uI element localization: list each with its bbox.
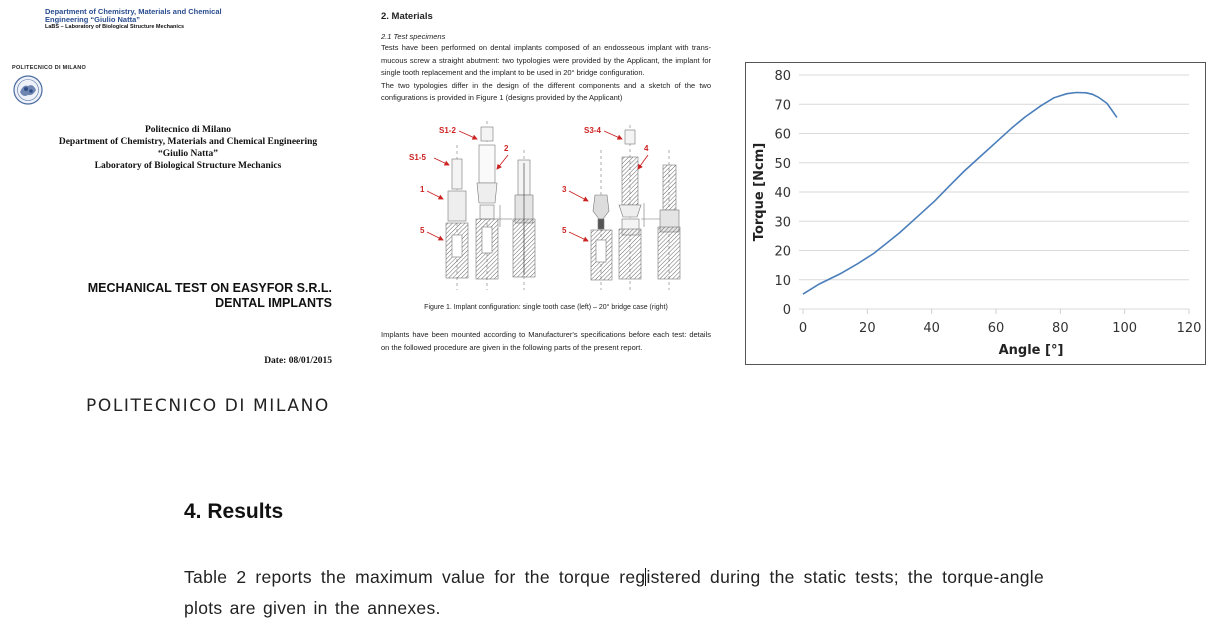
figure-label-s3-4: S3-4	[584, 126, 601, 135]
institution-line-3: “Giulio Natta”	[158, 149, 218, 159]
materials-heading: 2. Materials	[381, 11, 433, 22]
y-tick-label: 50	[774, 156, 791, 172]
institution-line-4: Laboratory of Biological Structure Mechanics	[94, 161, 282, 171]
y-tick-label: 10	[774, 273, 791, 289]
figure-label-1: 1	[420, 185, 425, 194]
figure-label-5-left: 5	[420, 226, 425, 235]
department-subheader: LaBS – Laboratory of Biological Structure Mechanics	[45, 24, 185, 30]
figure-arrow	[459, 131, 477, 139]
x-tick-label: 40	[923, 321, 940, 336]
logo-large-text: POLITECNICO DI MILANO	[86, 396, 330, 416]
x-tick-label: 20	[859, 321, 876, 336]
x-tick-label: 0	[798, 321, 808, 336]
figure-arrow	[638, 155, 648, 169]
materials-paragraph-1b: The two typologies differ in the design of the different components and a sketch of the two configurations is provided in Figure 1 (designs provided by the Applicant)	[381, 80, 711, 102]
x-tick-label: 120	[1176, 321, 1202, 336]
x-tick-label: 60	[987, 321, 1005, 336]
materials-subheading: 2.1 Test specimens	[381, 32, 446, 41]
report-title-line-2: DENTAL IMPLANTS	[215, 296, 332, 310]
figure-arrow	[604, 131, 622, 139]
institution-block	[40, 124, 336, 172]
department-header	[45, 8, 222, 31]
figure-arrow	[427, 232, 443, 240]
figure-arrow	[569, 191, 588, 201]
y-tick-label: 30	[774, 215, 791, 231]
figure-label-s1-2: S1-2	[439, 126, 456, 135]
figure-label-5-right: 5	[562, 226, 567, 235]
figure-arrow	[497, 155, 508, 169]
institution-line-1: Politecnico di Milano	[144, 125, 232, 135]
y-tick-label: 0	[782, 303, 791, 318]
logo-small-text: POLITECNICO DI MILANO	[12, 65, 87, 71]
institution-line-2: Department of Chemistry, Materials and Chemical Engineering	[58, 137, 318, 147]
materials-paragraph-1	[381, 42, 711, 105]
report-title	[40, 281, 332, 311]
materials-paragraph-1a: Tests have been performed on dental implants composed of an endosseous implant with trans-mucous screw a straight abutment: two typologies were provided by the Applicant, the implant for single tooth replacement and the implant to be used in 20° bridge configuration.	[381, 43, 711, 77]
figure-caption: Figure 1. Implant configuration: single tooth case (left) – 20° bridge case (right)	[424, 304, 668, 311]
implant-figure	[382, 115, 712, 300]
results-paragraph[interactable]	[184, 562, 1044, 624]
figure-label-s1-5: S1-5	[409, 153, 426, 162]
y-axis-label: Torque [Ncm]	[752, 142, 767, 242]
results-text-before-caret: Table 2 reports the maximum value for the torque reg	[184, 567, 646, 587]
torque-series-line	[803, 93, 1117, 295]
y-tick-label: 20	[774, 244, 791, 260]
report-title-line-1: MECHANICAL TEST ON EASYFOR S.R.L.	[87, 281, 332, 295]
x-tick-label: 100	[1112, 321, 1138, 336]
materials-paragraph-2: Implants have been mounted according to Manufacturer's specifications before each test: details on the followed procedure are given in the following parts of the present report.	[381, 330, 711, 352]
x-tick-label: 80	[1052, 321, 1069, 336]
figure-arrow	[434, 158, 449, 165]
department-header-line-1: Department of Chemistry, Materials and Chemical	[45, 7, 222, 16]
figure-label-4: 4	[644, 144, 649, 153]
results-heading: 4. Results	[184, 500, 284, 523]
results-text-after-caret: istered during the static tests; the torque-angle plots are given in the annexes.	[184, 567, 1044, 618]
university-seal-icon	[13, 75, 43, 105]
department-header-line-2: Engineering “Giulio Natta”	[45, 15, 141, 24]
y-tick-label: 40	[774, 186, 791, 201]
x-axis-label: Angle [°]	[998, 343, 1064, 358]
torque-angle-chart	[745, 62, 1206, 365]
y-tick-label: 70	[774, 98, 791, 114]
report-date: Date: 08/01/2015	[264, 356, 332, 366]
figure-label-2: 2	[504, 144, 509, 153]
y-tick-label: 60	[774, 127, 791, 143]
figure-arrow	[427, 191, 443, 199]
figure-label-3: 3	[562, 185, 567, 194]
y-tick-label: 80	[774, 69, 791, 84]
figure-arrow	[569, 232, 588, 241]
